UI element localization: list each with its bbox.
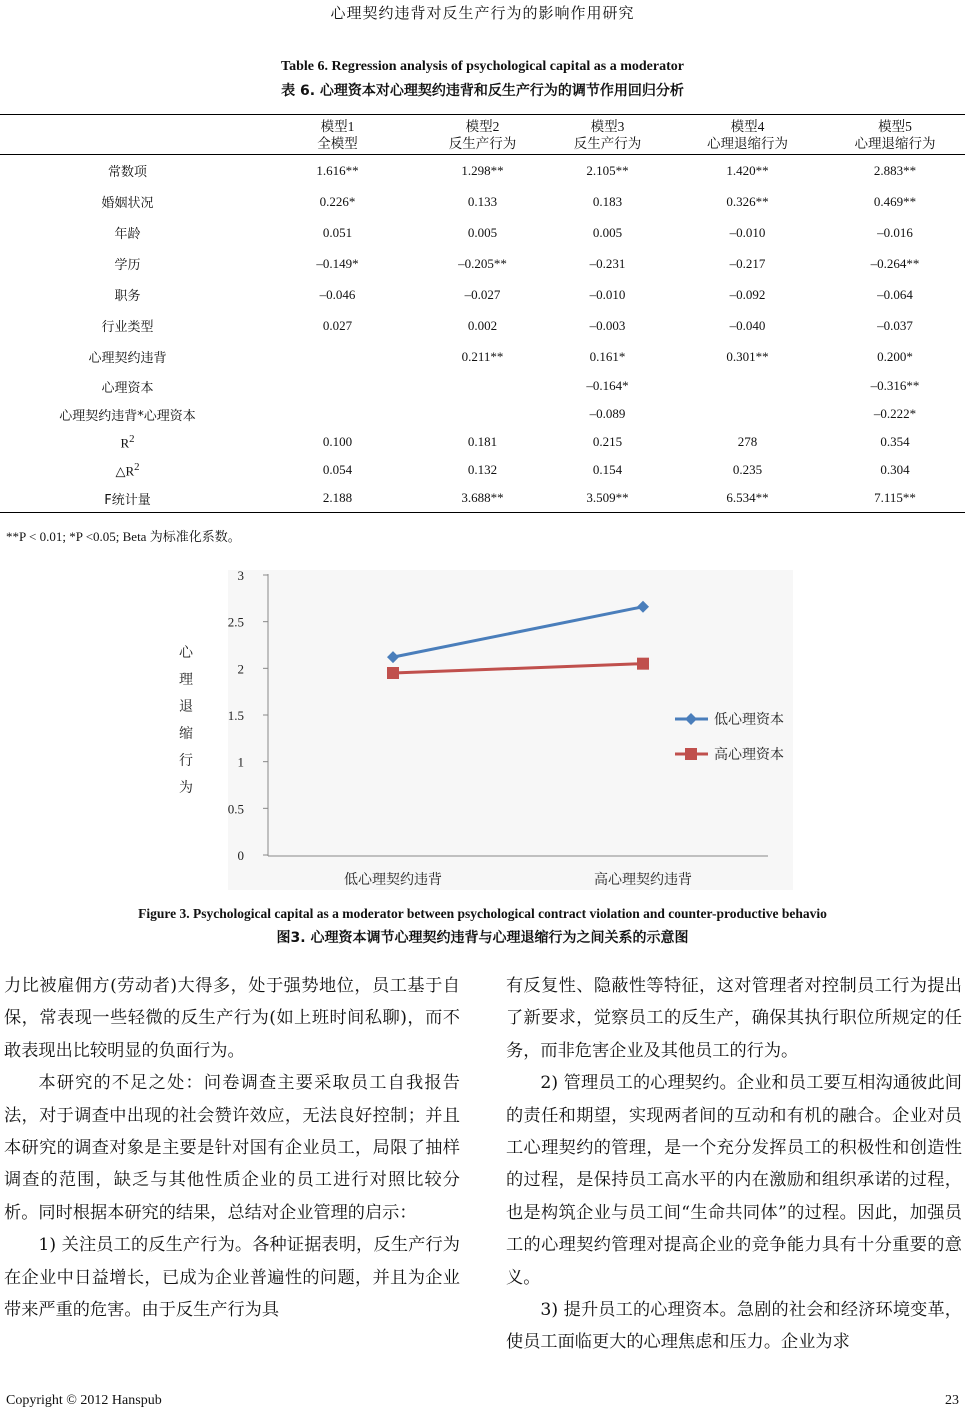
table-cell: –0.027 [464, 286, 501, 302]
y-tick-label: 0.5 [227, 801, 244, 817]
header-model-1: 模型1 全模型 [255, 115, 420, 155]
y-axis-label-char: 为 [179, 780, 193, 796]
table-cell: 0.154 [592, 462, 623, 477]
x-tick-label: 低心理契约违背 [344, 872, 442, 888]
table-row [0, 279, 965, 310]
table-cell: 0.005 [592, 224, 623, 240]
table-cell: –0.231 [589, 255, 626, 271]
x-tick-label: 高心理契约违背 [594, 872, 692, 888]
table-cell: 0.161* [589, 348, 626, 364]
table-cell: –0.089 [589, 406, 626, 421]
table-row [0, 186, 965, 217]
table-cell: 1.298** [461, 162, 504, 178]
table-cell: –0.003 [589, 317, 626, 333]
chart-background [228, 570, 793, 890]
y-axis-label-char: 退 [179, 699, 193, 715]
data-point [387, 667, 399, 679]
table-cell: 0.301** [726, 348, 769, 364]
table-row [0, 428, 965, 456]
paragraph: 1) 关注员工的反生产行为。各种证据表明，反生产行为在企业中日益增长，已成为企业普遍性的问题，并且为企业带来严重的危害。由于反生产行为具 [4, 1235, 460, 1321]
table-cell: 2.105** [586, 162, 629, 178]
legend-marker [685, 748, 697, 760]
table-cell: –0.222* [873, 406, 917, 421]
table-row [0, 155, 965, 187]
table-cell: 1.420** [726, 162, 769, 178]
table-cell [255, 341, 420, 372]
table-cell: 0.027 [322, 317, 353, 333]
table-cell [255, 400, 420, 428]
table-cell: 0.005 [467, 224, 498, 240]
table-cell: 0.183 [592, 193, 623, 209]
row-label: $R^2$ [120, 432, 135, 451]
y-axis-label-char: 理 [179, 672, 193, 688]
row-label: 心理契约违背*心理资本 [59, 408, 196, 424]
y-tick-label: 2.5 [227, 614, 244, 630]
table-row [0, 341, 965, 372]
table-caption-en: Table 6. Regression analysis of psychological capital as a moderator [281, 59, 684, 74]
header-blank [0, 115, 255, 155]
y-tick-label: 1.5 [227, 708, 244, 723]
table-cell: 1.616** [316, 162, 359, 178]
y-axis-label-char: 缩 [179, 726, 193, 742]
y-tick-label: 2 [237, 661, 244, 677]
row-label: 职务 [114, 289, 141, 304]
table-row [0, 400, 965, 428]
table-row [0, 310, 965, 341]
header-model-2: 模型2 反生产行为 [420, 115, 545, 155]
legend-label: 低心理资本 [714, 712, 784, 728]
table-cell: –0.037 [877, 317, 913, 333]
table-cell: –0.010 [589, 286, 626, 302]
table-cell: –0.010 [729, 224, 766, 240]
row-label: 行业类型 [101, 320, 154, 335]
paragraph: 2) 管理员工的心理契约。企业和员工要互相沟通彼此间的责任和期望，实现两者间的互动和有机的融合。企业对员工心理契约的管理，是一个充分发挥员工的积极性和创造性的过程，是保持员工高水平的内在激励和组织承诺的过程，也是构筑企业与员工间“生命共同体”的过程。因此，加强员工的心理契约管理对提高企业的竞争能力具有十分重要的意义。 [506, 1073, 962, 1288]
page-number: 23 [945, 1393, 959, 1408]
table-cell: –0.064 [877, 286, 913, 302]
table-cell: 0.100 [322, 434, 353, 449]
table-cell: –0.217 [729, 255, 766, 271]
table-cell: 0.215 [592, 434, 623, 449]
row-label: F统计量 [0, 484, 255, 513]
table-cell: 6.534** [670, 484, 825, 513]
table-cell: 3.509** [545, 484, 670, 513]
regression-table [0, 114, 965, 513]
table-cell: 0.211** [461, 348, 504, 364]
header-model-4: 模型4 心理退缩行为 [670, 115, 825, 155]
table-cell: 0.469** [873, 193, 917, 209]
table-cell [420, 372, 545, 400]
table-cell: 0.181 [467, 434, 498, 449]
table-note: **P < 0.01; *P <0.05; Beta 为标准化系数。 [6, 529, 241, 544]
row-label: 学历 [114, 258, 141, 273]
table-cell [670, 400, 825, 428]
table-cell: 2.188 [255, 484, 420, 513]
table-cell: 0.054 [322, 462, 353, 477]
table-cell: –0.264** [870, 255, 920, 271]
table-cell: 0.002 [467, 317, 498, 333]
legend-label: 高心理资本 [714, 747, 784, 763]
y-axis-label [179, 645, 194, 796]
paragraph: 力比被雇佣方(劳动者)大得多，处于强势地位，员工基于自保，常表现一些轻微的反生产行为(如上班时间私聊)，而不敢表现出比较明显的负面行为。 [4, 976, 460, 1061]
table-cell [420, 400, 545, 428]
y-tick-label: 1 [237, 754, 244, 770]
table-row [0, 248, 965, 279]
table-cell: 0.200* [877, 348, 913, 364]
table-row [0, 456, 965, 484]
table-cell: –0.092 [729, 286, 766, 302]
table-cell: 0.051 [322, 224, 353, 240]
table-cell: –0.205** [458, 255, 507, 271]
row-label: 心理资本 [101, 380, 154, 396]
table-row [0, 484, 965, 513]
table-cell: 0.132 [467, 462, 498, 477]
y-tick-label: 3 [237, 568, 244, 583]
table-cell [670, 372, 825, 400]
table-caption-zh: 表 6. 心理资本对心理契约违背和反生产行为的调节作用回归分析 [281, 83, 684, 99]
table-cell: 0.326** [726, 193, 769, 209]
figure-caption-en: Figure 3. Psychological capital as a moderator between psychological contract violation and counter-productive behavio [138, 906, 827, 921]
table-row [0, 217, 965, 248]
row-label: 常数项 [107, 165, 147, 180]
table-cell: –0.040 [729, 317, 766, 333]
table-cell: 0.354 [880, 434, 910, 449]
figure-caption-zh: 图3. 心理资本调节心理契约违背与心理退缩行为之间关系的示意图 [276, 930, 689, 946]
table-cell: 2.883** [873, 162, 917, 178]
row-label: 年龄 [114, 227, 141, 242]
y-tick-label: 0 [237, 848, 244, 863]
table-cell: –0.316** [870, 378, 920, 393]
table-cell: 0.133 [467, 193, 498, 209]
running-head: 心理契约违背对反生产行为的影响作用研究 [330, 4, 635, 22]
table-header-row [0, 115, 965, 155]
table-cell: –0.016 [877, 224, 913, 240]
table-cell: 0.235 [732, 462, 763, 477]
footer-copyright: Copyright © 2012 Hanspub [6, 1393, 162, 1408]
table-cell: 3.688** [420, 484, 545, 513]
paragraph: 有反复性、隐蔽性等特征，这对管理者对控制员工行为提出了新要求，觉察员工的反生产，确保其执行职位所规定的任务，而非危害企业及其他员工的行为。 [506, 976, 962, 1061]
data-point [637, 658, 649, 670]
paragraph: 3) 提升员工的心理资本。急剧的社会和经济环境变革，使员工面临更大的心理焦虑和压力。企业为求 [506, 1300, 962, 1353]
table-cell: –0.046 [319, 286, 356, 302]
y-axis-label-char: 心 [179, 645, 193, 661]
row-label: 婚姻状况 [101, 196, 154, 211]
row-label: 心理契约违背 [88, 351, 167, 366]
body-column-right [506, 970, 962, 1359]
row-label: $\triangle R^2$ [115, 460, 140, 479]
table-cell: –0.164* [586, 378, 629, 393]
line-chart [168, 562, 798, 896]
table-cell: 0.226* [319, 193, 356, 209]
y-axis-label-char: 行 [179, 753, 193, 769]
table-row [0, 372, 965, 400]
header-model-5: 模型5 心理退缩行为 [825, 115, 965, 155]
paragraph: 本研究的不足之处：问卷调查主要采取员工自我报告法，对于调查中出现的社会赞许效应，无法良好控制；并且本研究的调查对象是主要是针对国有企业员工，局限了抽样调查的范围，缺乏与其他性质企业的员工进行对照比较分析。同时根据本研究的结果，总结对企业管理的启示： [4, 1073, 460, 1223]
body-column-left [4, 970, 460, 1326]
header-model-3: 模型3 反生产行为 [545, 115, 670, 155]
table-cell: 278 [737, 434, 758, 449]
table-cell [255, 372, 420, 400]
table-cell: 7.115** [825, 484, 965, 513]
table-cell: 0.304 [880, 462, 910, 477]
table-cell: –0.149* [316, 255, 359, 271]
